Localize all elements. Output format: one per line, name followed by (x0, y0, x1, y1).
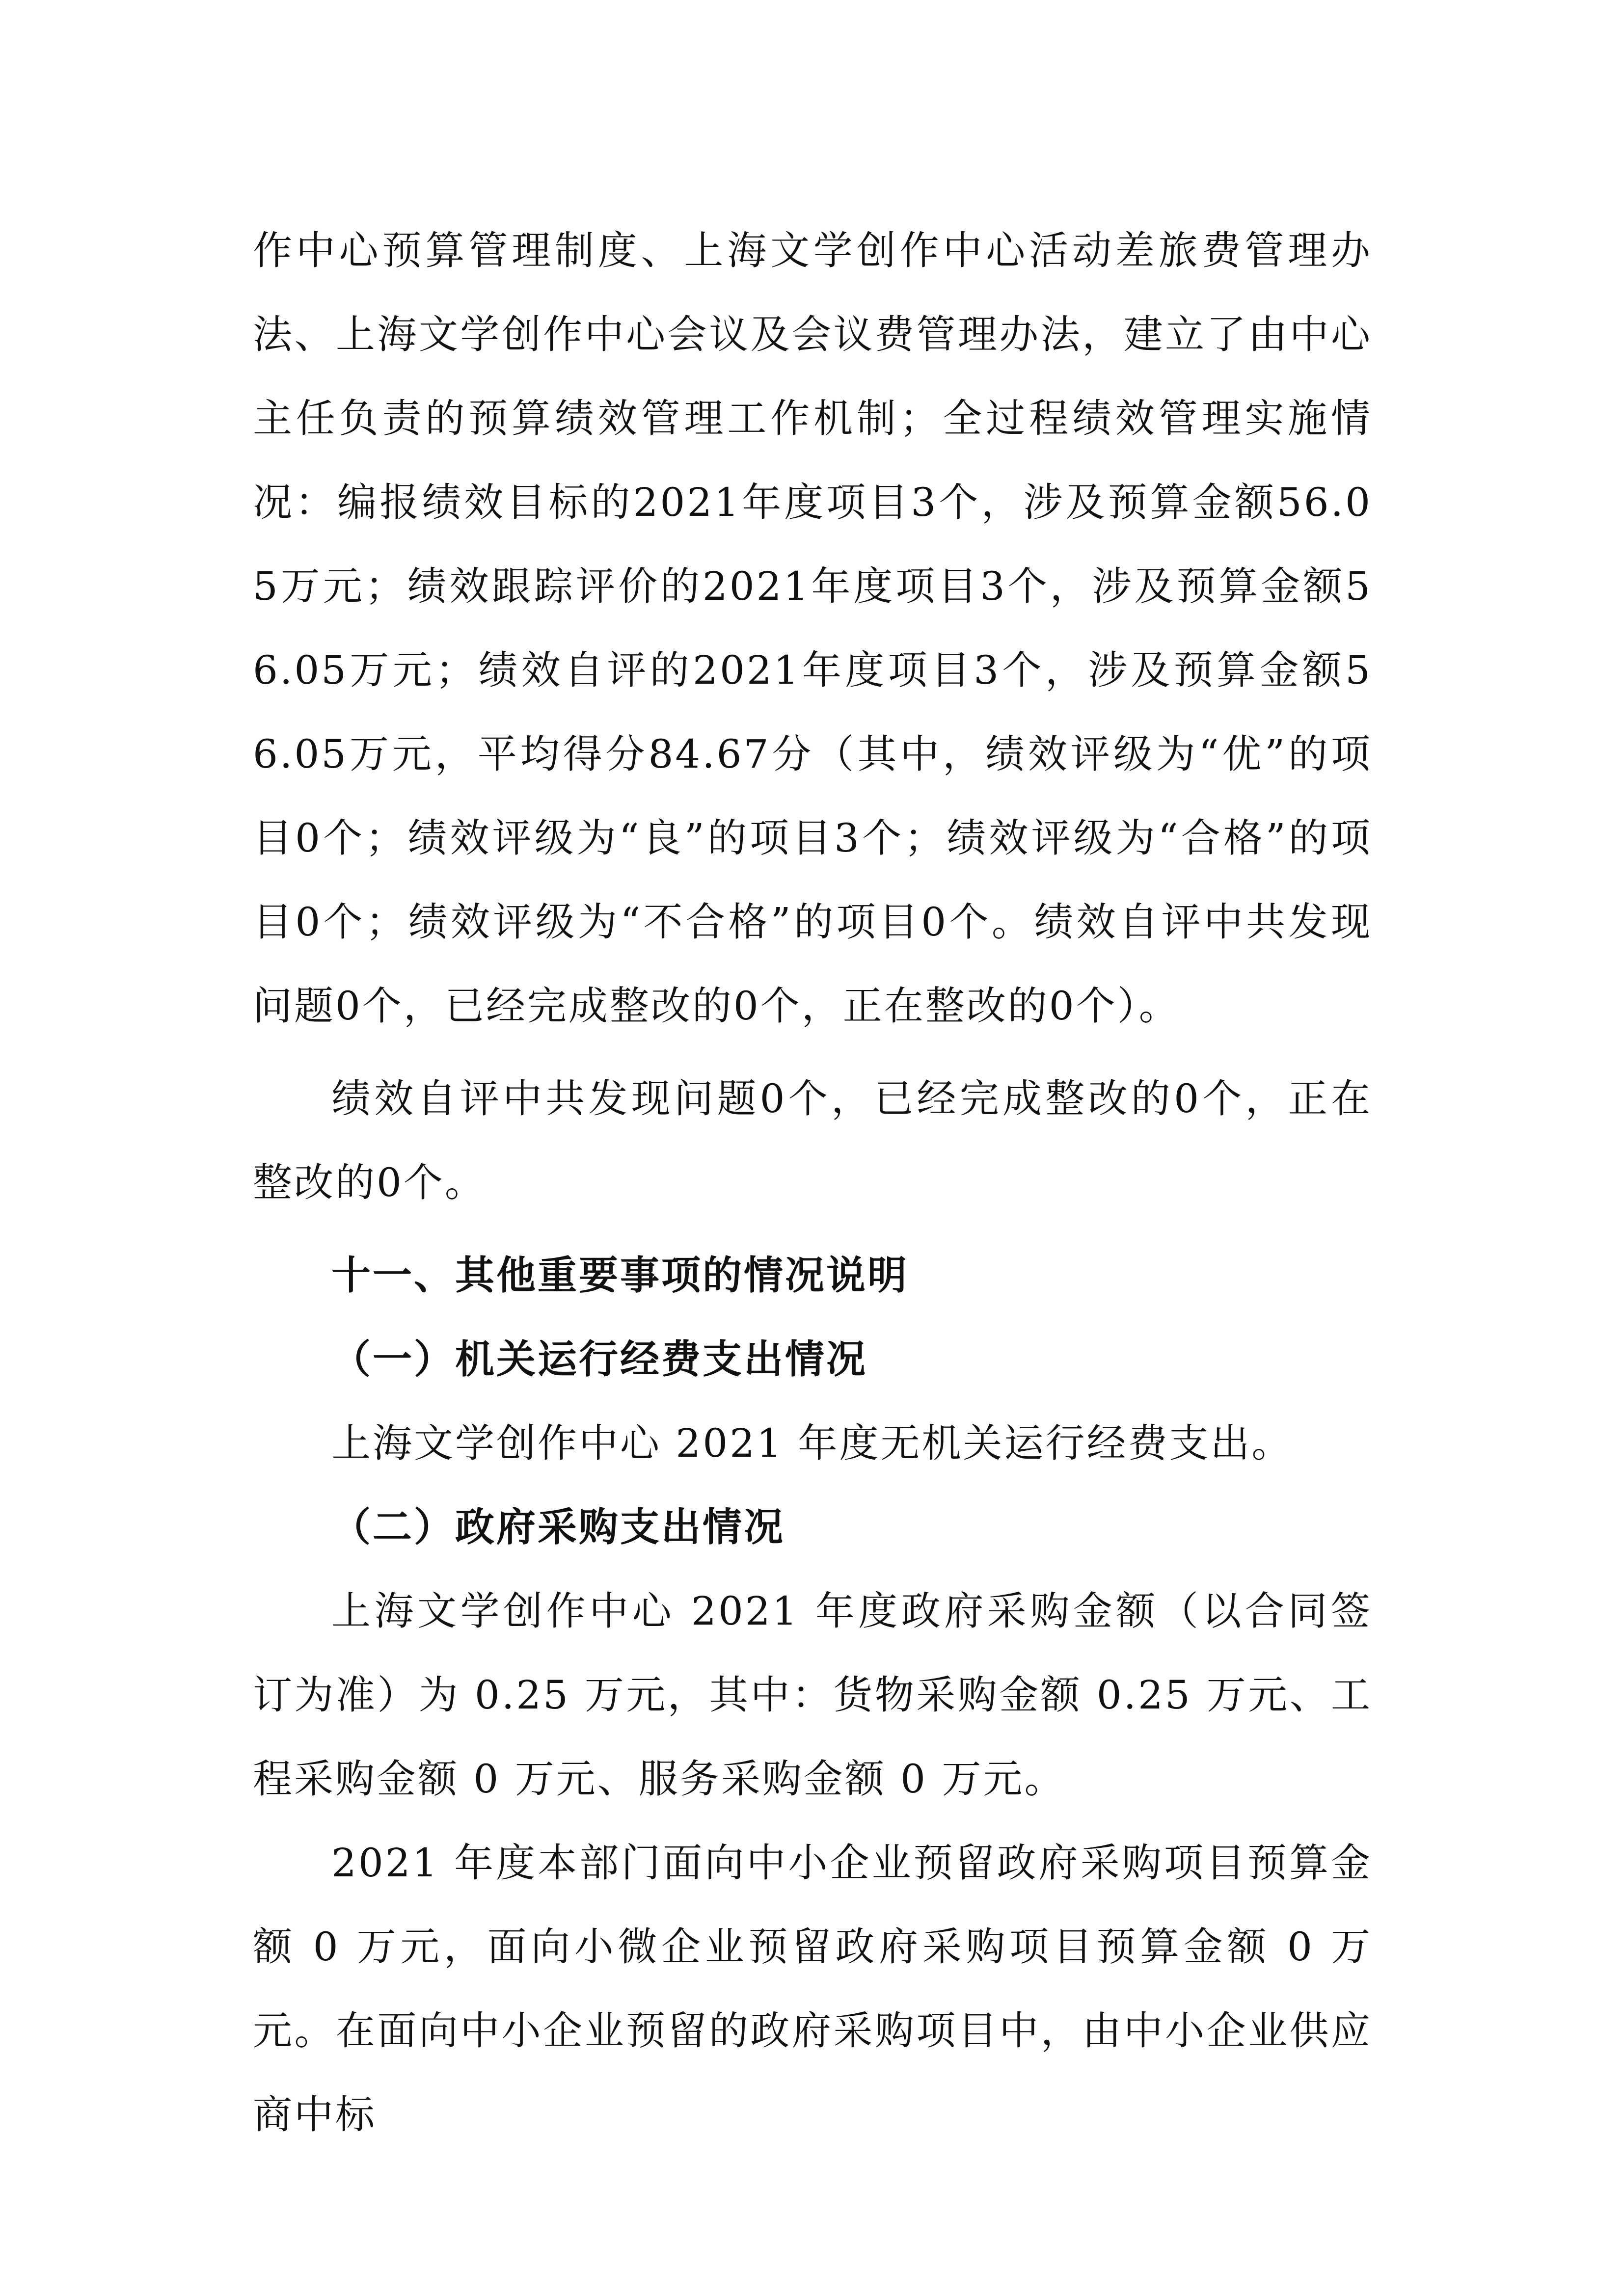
paragraph-procurement-amount: 上海文学创作中心 2021 年度政府采购金额（以合同签订为准）为 0.25 万元，其中：货物采购金额 0.25 万元、工程采购金额 0 万元、服务采购金额 0 万元。 (253, 1588, 1372, 1802)
paragraph-performance-management: 作中心预算管理制度、上海文学创作中心活动差旅费管理办法、上海文学创作中心会议及会议费管理办法，建立了由中心主任负责的预算绩效管理工作机制；全过程绩效管理实施情况：编报绩效目标的2021年度项目3个，涉及预算金额56.05万元；绩效跟踪评价的2021年度项目3个，涉及预算金额56.05万元；绩效自评的2021年度项目3个，涉及预算金额56.05万元，平均得分84.67分（其中，绩效评级为“优”的项目0个；绩效评级为“良”的项目3个；绩效评级为“合格”的项目0个；绩效评级为“不合格”的项目0个。绩效自评中共发现问题0个，已经完成整改的0个，正在整改的0个）。 (253, 228, 1372, 1029)
paragraph-operating-expenses: 上海文学创作中心 2021 年度无机关运行经费支出。 (331, 1420, 1293, 1466)
paragraph-sme-procurement: 2021 年度本部门面向中小企业预留政府采购项目预算金额 0 万元，面向小微企业预留政府采购项目预算金额 0 万元。在面向中小企业预留的政府采购项目中，由中小企业供应商中标 (253, 1840, 1372, 2137)
subsection-heading-procurement: （二）政府采购支出情况 (331, 1504, 785, 1550)
paragraph-self-evaluation-issues: 绩效自评中共发现问题0个，已经完成整改的0个，正在整改的0个。 (253, 1076, 1372, 1205)
document-body (253, 209, 1372, 2157)
subsection-heading-operating-expenses: （一）机关运行经费支出情况 (331, 1336, 867, 1382)
section-heading-other-matters: 十一、其他重要事项的情况说明 (331, 1252, 909, 1298)
